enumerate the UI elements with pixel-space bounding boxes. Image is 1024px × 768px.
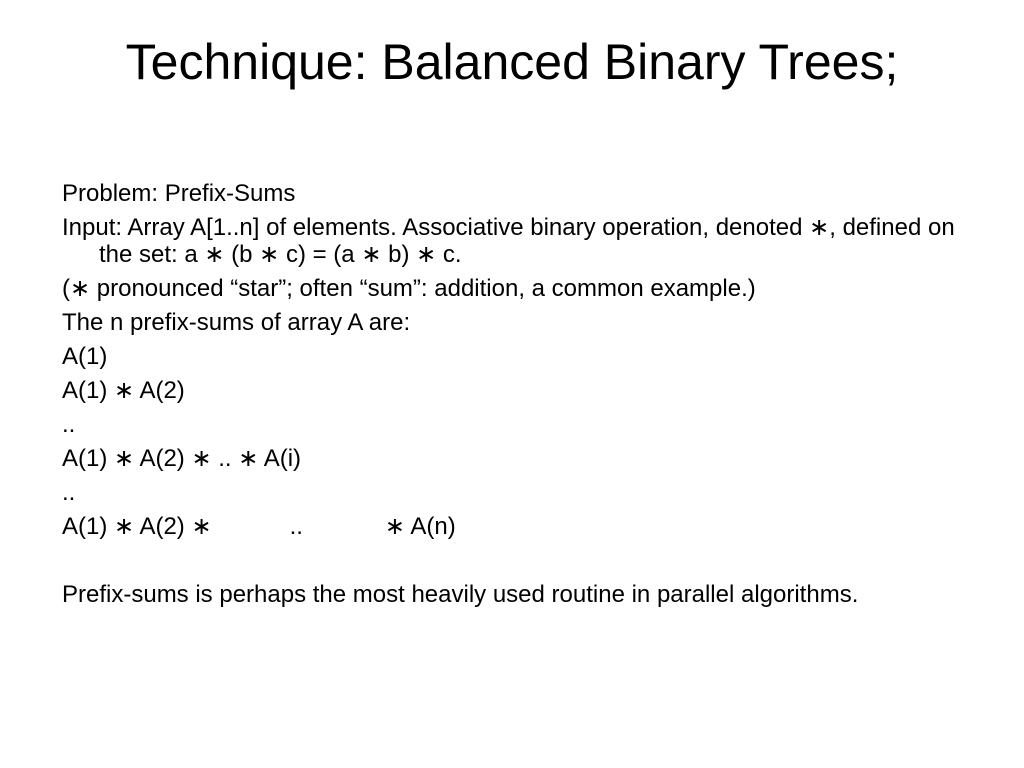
problem-line: Problem: Prefix-Sums <box>62 180 296 207</box>
blank-line <box>62 547 962 574</box>
slide-body <box>62 180 962 615</box>
slide-title: Technique: Balanced Binary Trees; <box>125 34 899 90</box>
conclusion-line: Prefix-sums is perhaps the most heavily used routine in parallel algorithms. <box>62 581 859 608</box>
prefix-sum-i: A(1) ∗ A(2) ∗ .. ∗ A(i) <box>62 445 302 472</box>
prefix-sum-n-middle: .. <box>289 513 303 540</box>
ellipsis-line-2: .. <box>62 479 76 506</box>
prefix-sums-intro-line: The n prefix-sums of array A are: <box>62 309 411 336</box>
prefix-sum-n <box>62 513 962 540</box>
prefix-sum-2: A(1) ∗ A(2) <box>62 377 185 404</box>
prefix-sum-n-start: A(1) ∗ A(2) ∗ <box>62 513 212 540</box>
prefix-sum-1: A(1) <box>62 343 108 370</box>
prefix-sum-n-end: ∗ A(n) <box>384 513 456 540</box>
star-note-line: (∗ pronounced “star”; often “sum”: addition, a common example.) <box>62 275 756 302</box>
ellipsis-line-1: .. <box>62 411 76 438</box>
input-line: Input: Array A[1..n] of elements. Associative binary operation, denoted ∗, defined on the set: a ∗ (b ∗ c) = (a ∗ b) ∗ c. <box>62 214 955 268</box>
